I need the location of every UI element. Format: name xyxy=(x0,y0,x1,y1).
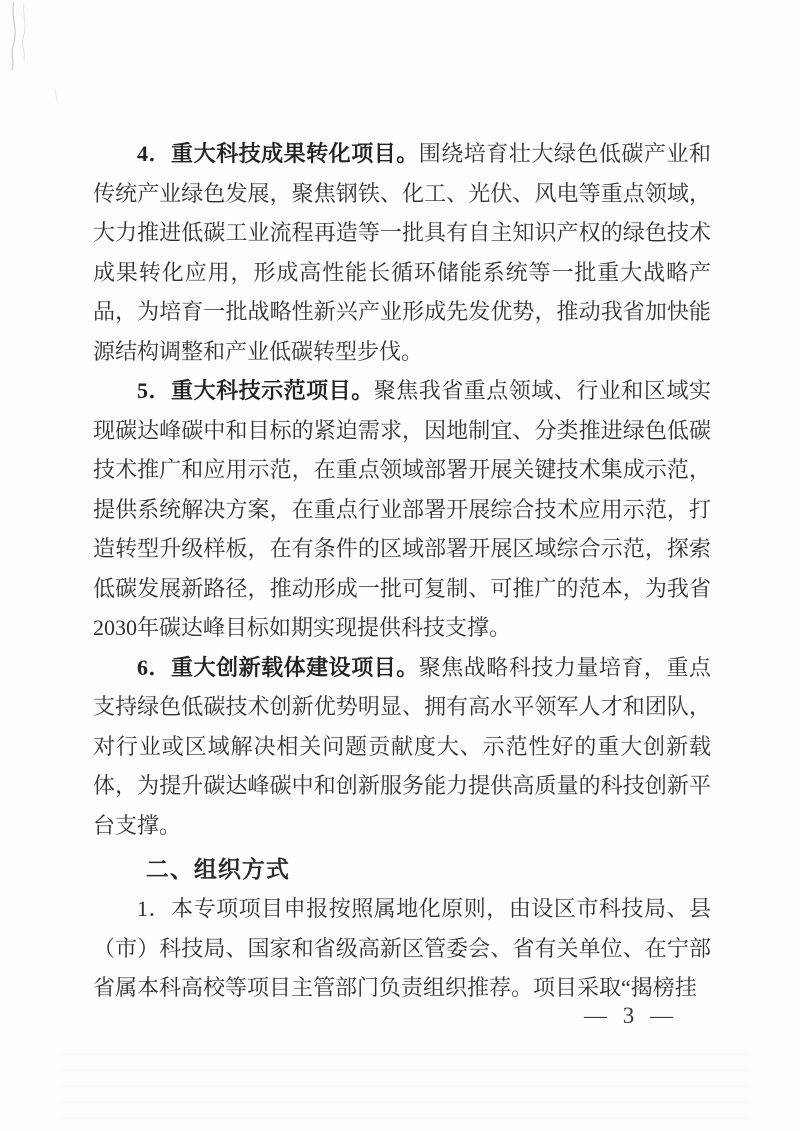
paragraph-text: 聚焦我省重点领域、行业和区域实现碳达峰碳中和目标的紧迫需求，因地制宜、分类推进绿色低碳技术推广和应用示范，在重点领域部署开展关键技术集成示范，提供系统解决方案，在重点行业部署开展综合技术应用示范，打造转型升级样板，在有条件的区域部署开展区域综合示范，探索低碳发展新路径，推动形成一批可复制、可推广的范本，为我省2030年碳达峰目标如期实现提供科技支撑。 xyxy=(93,378,711,640)
paragraph-item-1 xyxy=(93,889,711,1008)
paragraph-number: 5． xyxy=(137,378,172,403)
paragraph-item-5 xyxy=(93,371,711,648)
paragraph-item-6 xyxy=(93,648,711,846)
document-body xyxy=(93,134,711,1008)
paragraph-text: 围绕培育壮大绿色低碳产业和传统产业绿色发展，聚焦钢铁、化工、光伏、风电等重点领域，大力推进低碳工业流程再造等一批具有自主知识产权的绿色技术成果转化应用，形成高性能长循环储能系统等一批重大战略产品，为培育一批战略性新兴产业形成先发优势，推动我省加快能源结构调整和产业低碳转型步伐。 xyxy=(93,141,711,364)
bleed-through-artifact xyxy=(60,1042,750,1120)
paragraph-number: 1． xyxy=(137,896,172,921)
paragraph-item-4 xyxy=(93,134,711,371)
section-heading: 二、组织方式 xyxy=(145,856,290,882)
paragraph-bold-label: 重大科技示范项目。 xyxy=(171,378,374,403)
paragraph-bold-label: 重大创新载体建设项目。 xyxy=(171,654,419,680)
paragraph-number: 6． xyxy=(137,654,172,680)
page-number: — 3 — xyxy=(584,1003,678,1028)
paragraph-text: 聚焦战略科技力量培育，重点支持绿色低碳技术创新优势明显、拥有高水平领军人才和团队，对行业或区域解决相关问题贡献度大、示范性好的重大创新载体，为提升碳达峰碳中和创新服务能力提供高质量的科技创新平台支撑。 xyxy=(93,654,711,838)
paragraph-bold-label: 重大科技成果转化项目。 xyxy=(171,141,419,166)
paragraph-number: 4． xyxy=(137,141,172,166)
paragraph-text: 本专项项目申报按照属地化原则，由设区市科技局、县（市）科技局、国家和省级高新区管委会、省有关单位、在宁部省属本科高校等项目主管部门负责组织推荐。项目采取“揭榜挂 xyxy=(93,896,711,1000)
